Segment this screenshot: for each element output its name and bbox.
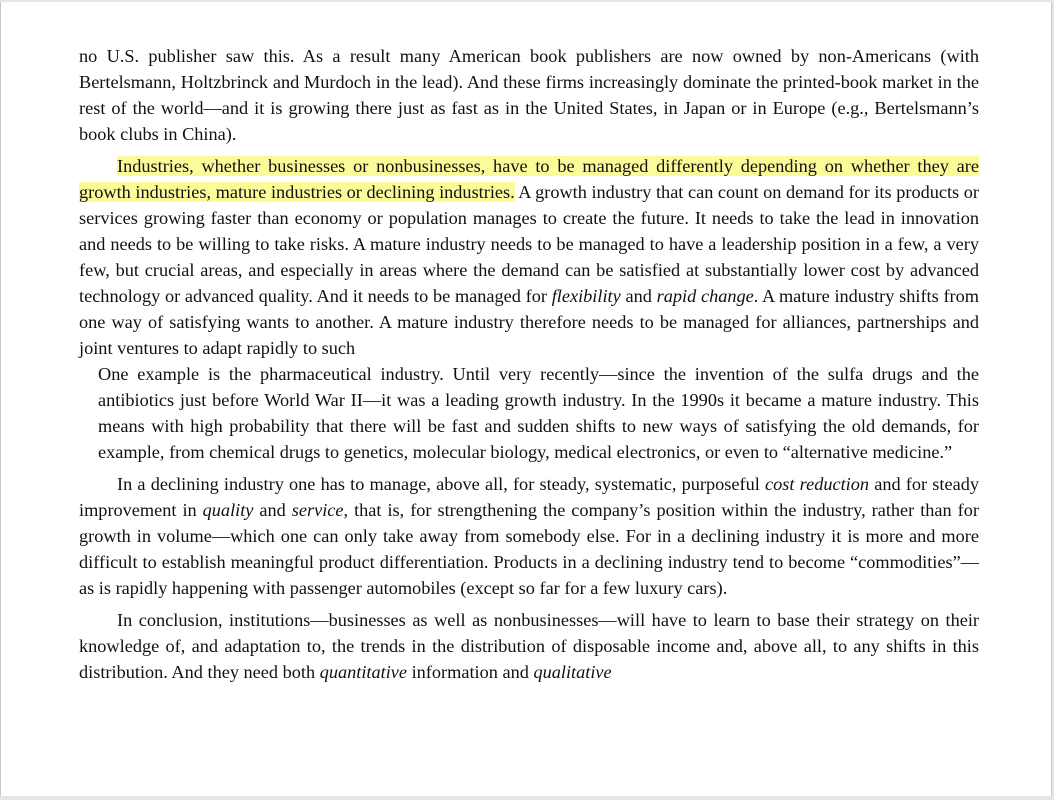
paragraph-4: In a declining industry one has to manage, above all, for steady, systematic, purposeful cost reduction and for steady improvement in quality and service, that is, for strengthening the company’s position within the industry, rather than for growth in volume—which one can only take away from somebody else. For in a declining industry it is more and more difficult to establish meaningful product differentiation. Products in a declining industry tend to become “commodities”—as is rapidly happening with passenger automobiles (except so far for a few luxury cars). <box>79 474 979 598</box>
paragraph-1: no U.S. publisher saw this. As a result many American book publishers are now owned by non-Americans (with Bertelsmann, Holtzbrinck and Murdoch in the lead). And these firms increasingly dominate the printed-book market in the rest of the world—and it is growing there just as fast as in the United States, in Japan or in Europe (e.g., Bertelsmann’s book clubs in China). <box>79 46 979 144</box>
highlighted-text: Industries, whether businesses or nonbusinesses, have to be managed differently depending on whether they are growth industries, mature industries or declining industries. <box>79 156 979 202</box>
paragraph-3-example: One example is the pharmaceutical industry. Until very recently—since the invention of the sulfa drugs and the antibiotics just before World War II—it was a leading growth industry. In the 1990s it became a mature industry. This means with high probability that there will be fast and sudden shifts to new ways of satisfying the old demands, for example, from chemical drugs to genetics, molecular biology, medical electronics, or even to “alternative medicine.” <box>98 364 979 462</box>
document-body <box>79 43 979 685</box>
page-bottom-edge <box>0 796 1054 800</box>
document-page <box>0 2 1052 796</box>
paragraph-2: Industries, whether businesses or nonbusinesses, have to be managed differently depending on whether they are growth industries, mature industries or declining industries. A growth industry that can count on demand for its products or services growing faster than economy or population manages to create the future. It needs to take the lead in innovation and needs to be willing to take risks. A mature industry needs to be managed to have a leadership position in a few, a very few, but crucial areas, and especially in areas where the demand can be satisfied at substantially lower cost by advanced technology or advanced quality. And it needs to be managed for flexibility and rapid change. A mature industry shifts from one way of satisfying wants to another. A mature industry therefore needs to be managed for alliances, partnerships and joint ventures to adapt rapidly to such <box>79 156 979 358</box>
paragraph-5: In conclusion, institutions—businesses as well as nonbusinesses—will have to learn to base their strategy on their knowledge of, and adaptation to, the trends in the distribution of disposable income and, above all, to any shifts in this distribution. And they need both quantitative information and qualitative <box>79 610 979 682</box>
